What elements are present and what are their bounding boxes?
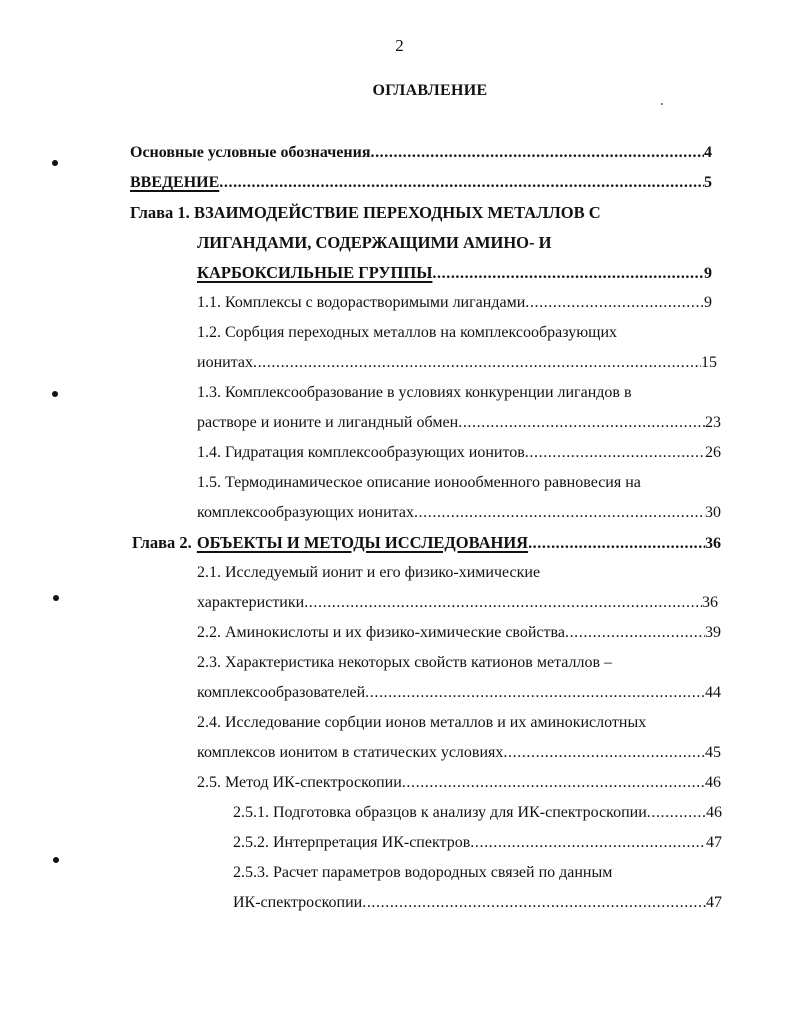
toc-entry-page: 4 <box>704 144 712 161</box>
toc-leader <box>362 893 706 913</box>
toc-entry-1-3[interactable] <box>197 383 632 403</box>
toc-entry-text: ионитах <box>197 354 253 371</box>
toc-entry-text: 2.5. Метод ИК-спектроскопии <box>197 774 402 791</box>
toc-entry-text: ВВЕДЕНИЕ <box>130 174 220 191</box>
toc-chapter-2[interactable] <box>132 533 721 554</box>
toc-leader <box>253 353 701 373</box>
toc-entry-text: 2.4. Исследование сорбции ионов металлов и их аминокислотных <box>197 714 647 731</box>
toc-entry-page: 9 <box>704 265 712 282</box>
toc-entry-2-5-3-cont <box>233 893 722 913</box>
toc-entry-text: растворе и ионите и лигандный обмен <box>197 414 459 431</box>
toc-entry-page: 39 <box>705 624 721 641</box>
toc-entry-text: 1.4. Гидратация комплексообразующих ионитов <box>197 444 525 461</box>
toc-leader <box>365 683 705 703</box>
toc-entry-page: 44 <box>705 684 721 701</box>
page-number: 2 <box>395 36 404 55</box>
toc-entry-page: 36 <box>705 535 721 552</box>
toc-entry-page: 23 <box>705 414 721 431</box>
toc-entry-text: комплексообразователей <box>197 684 366 701</box>
toc-title: ОГЛАВЛЕНИЕ <box>372 82 488 99</box>
toc-entry-text: 2.5.2. Интерпретация ИК-спектров <box>233 834 471 851</box>
toc-entry-2-3[interactable] <box>197 653 612 673</box>
toc-entry-text: 1.5. Термодинамическое описание ионообменного равновесия на <box>197 474 641 491</box>
toc-entry-text: ИК-спектроскопии <box>233 894 363 911</box>
toc-entry-page: 5 <box>704 174 712 191</box>
toc-entry-page: 47 <box>706 834 722 851</box>
toc-entry-introduction[interactable] <box>130 173 712 193</box>
toc-leader <box>370 143 704 163</box>
toc-leader <box>528 534 705 554</box>
toc-leader <box>470 833 706 853</box>
toc-leader <box>432 264 704 284</box>
toc-entry-text: 1.3. Комплексообразование в условиях конкуренции лигандов в <box>197 384 632 401</box>
toc-entry-2-5[interactable] <box>197 773 721 793</box>
toc-entry-text: 1.2. Сорбция переходных металлов на комплексообразующих <box>197 324 618 341</box>
toc-leader <box>503 743 705 763</box>
chapter-title-part: ЛИГАНДАМИ, СОДЕРЖАЩИМИ АМИНО- И <box>197 233 552 252</box>
toc-entry-text: 2.3. Характеристика некоторых свойств катионов металлов – <box>197 654 613 671</box>
chapter-title: ОБЪЕКТЫ И МЕТОДЫ ИССЛЕДОВАНИЯ <box>196 533 529 552</box>
chapter-title-part: КАРБОКСИЛЬНЫЕ ГРУППЫ <box>197 263 433 282</box>
toc-entry-1-3-cont <box>197 413 721 433</box>
toc-chapter-1-line-1[interactable] <box>130 203 601 223</box>
toc-entry-page: 15 <box>701 354 717 371</box>
toc-entry-2-4[interactable] <box>197 713 646 733</box>
toc-entry-1-2-cont <box>197 353 717 373</box>
toc-entry-page: 30 <box>705 504 721 521</box>
toc-leader <box>219 173 704 193</box>
toc-entry-text: комплексообразующих ионитах <box>197 504 414 521</box>
toc-entry-2-5-2[interactable] <box>233 833 722 853</box>
toc-entry-1-5[interactable] <box>197 473 641 493</box>
toc-entry-text: характеристики <box>197 594 305 611</box>
toc-entry-1-5-cont <box>197 503 721 523</box>
toc-leader <box>458 413 705 433</box>
toc-entry-text: Основные условные обозначения <box>130 144 371 161</box>
toc-entry-2-3-cont <box>197 683 721 703</box>
toc-entry-2-5-1[interactable] <box>233 803 722 823</box>
toc-leader <box>647 803 706 823</box>
toc-leader <box>565 623 705 643</box>
toc-leader <box>525 443 705 463</box>
toc-entry-2-1-cont <box>197 593 718 613</box>
toc-entry-text: 2.5.3. Расчет параметров водородных связей по данным <box>233 864 613 881</box>
toc-entry-page: 26 <box>705 444 721 461</box>
toc-entry-text: 2.5.1. Подготовка образцов к анализу для ИК-спектроскопии <box>233 804 647 821</box>
toc-entry-text: 1.1. Комплексы с водорастворимыми лигандами <box>197 294 526 311</box>
chapter-label: Глава 2. <box>132 533 192 552</box>
toc-chapter-1-line-3 <box>197 263 712 284</box>
toc-entry-2-2[interactable] <box>197 623 721 643</box>
toc-chapter-1-line-2 <box>197 233 551 253</box>
toc-entry-page: 9 <box>704 294 712 311</box>
toc-entry-text: комплексов ионитом в статических условиях <box>197 744 504 761</box>
toc-entry-page: 45 <box>705 744 721 761</box>
toc-entry-2-5-3[interactable] <box>233 863 612 883</box>
toc-entry-page: 36 <box>702 594 718 611</box>
toc-entry-text: 2.2. Аминокислоты и их физико-химические свойства <box>197 624 565 641</box>
toc-entry-2-4-cont <box>197 743 721 763</box>
toc-entry-notation[interactable] <box>130 143 712 163</box>
toc-entry-2-1[interactable] <box>197 563 540 583</box>
chapter-label: Глава 1. <box>130 203 190 222</box>
toc-entry-1-2[interactable] <box>197 323 617 343</box>
toc-entry-page: 47 <box>706 894 722 911</box>
toc-leader <box>304 593 702 613</box>
chapter-title-part: ВЗАИМОДЕЙСТВИЕ ПЕРЕХОДНЫХ МЕТАЛЛОВ С <box>193 203 601 222</box>
toc-entry-text: 2.1. Исследуемый ионит и его физико-химические <box>197 564 541 581</box>
toc-entry-1-4[interactable] <box>197 443 721 463</box>
toc-entry-1-1[interactable] <box>197 293 712 313</box>
toc-leader <box>414 503 705 523</box>
toc-entry-page: 46 <box>705 774 721 791</box>
toc-entry-page: 46 <box>706 804 722 821</box>
toc-leader <box>525 293 704 313</box>
toc-leader <box>402 773 705 793</box>
